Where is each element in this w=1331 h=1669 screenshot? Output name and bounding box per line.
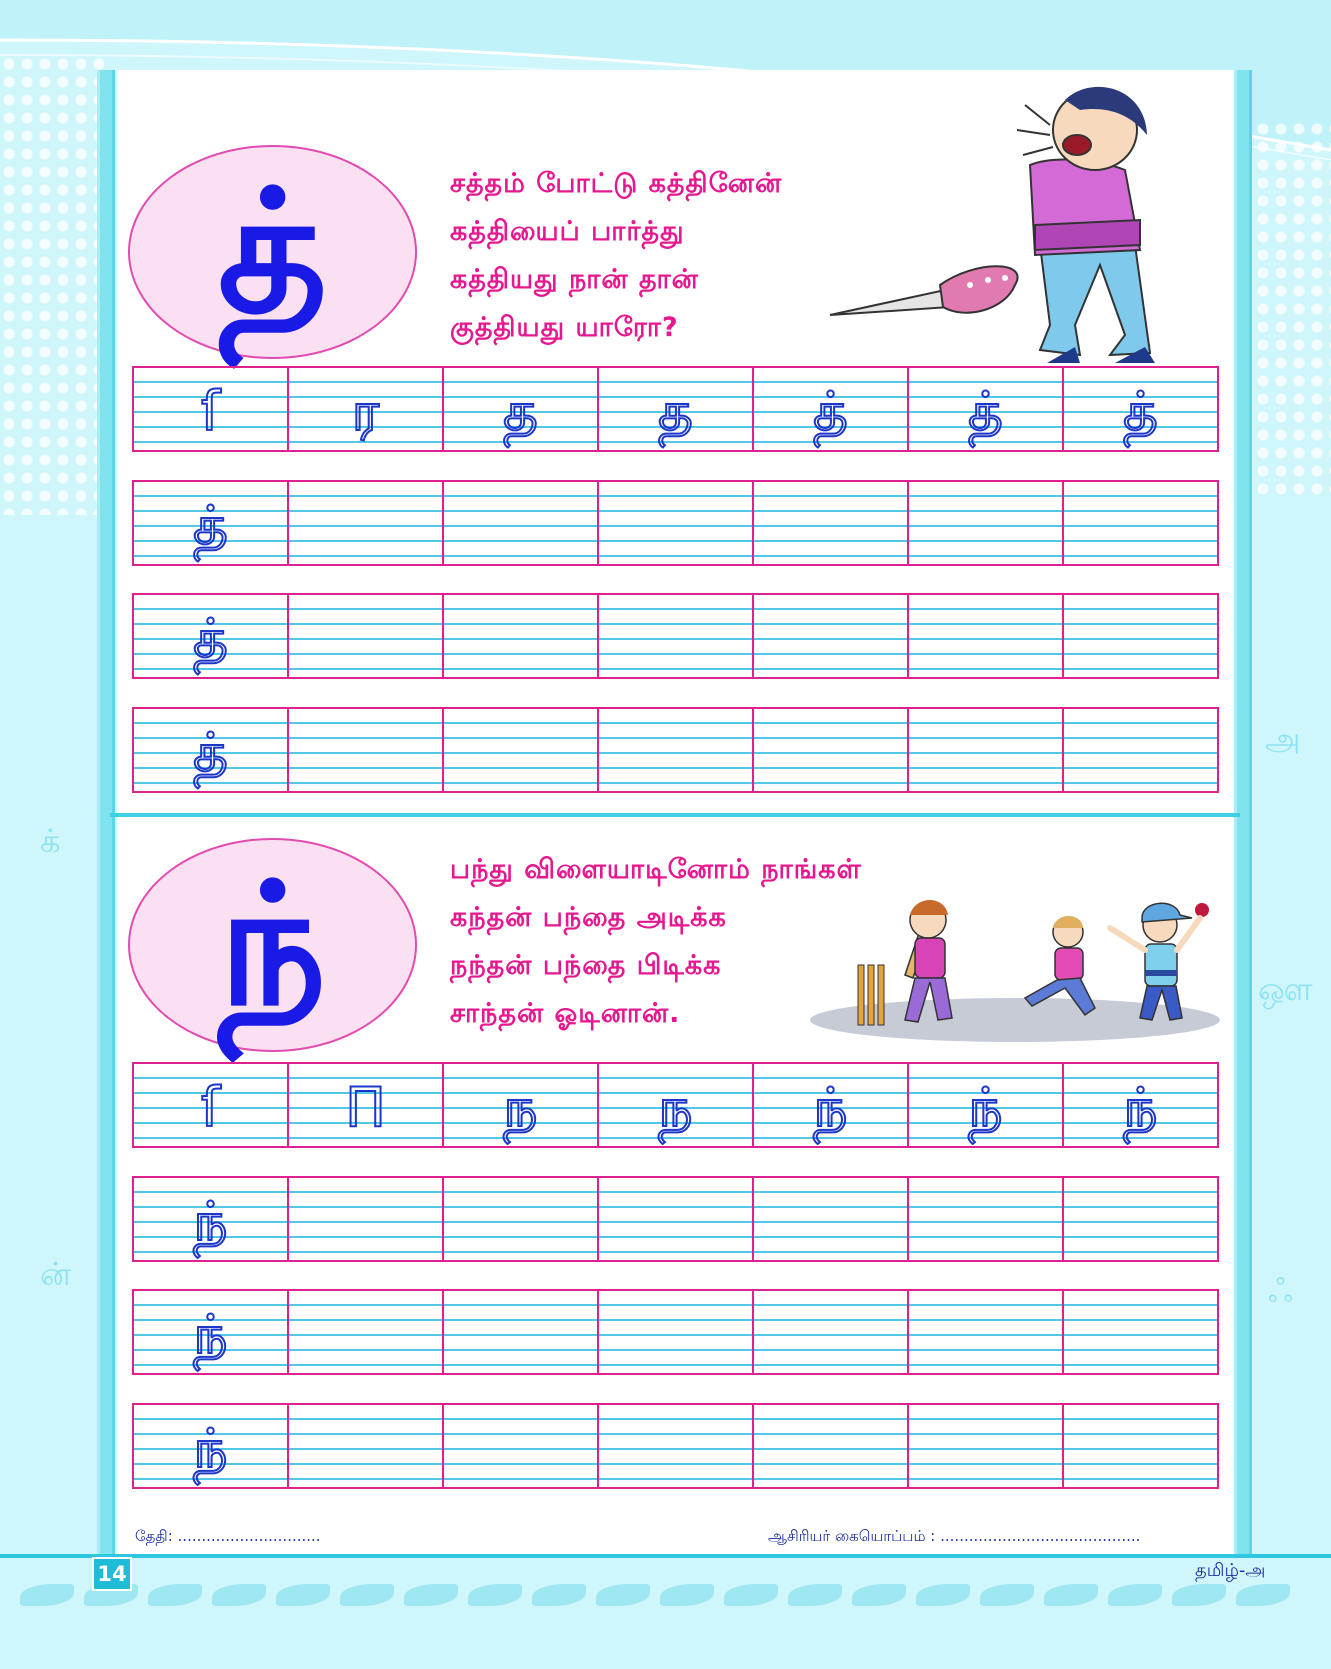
page-number-badge: 14 [92, 1557, 132, 1591]
trace-glyph: ந் [193, 1417, 228, 1480]
trace-glyph: த் [812, 380, 849, 443]
poem-nth [450, 846, 862, 1038]
big-letter-nth: ந் [218, 847, 327, 1043]
practice-cell[interactable] [444, 1291, 599, 1373]
trace-cell[interactable] [754, 368, 909, 450]
trace-glyph: ர [351, 380, 380, 443]
practice-cell[interactable] [909, 1405, 1064, 1487]
practice-cell[interactable] [289, 1291, 444, 1373]
practice-cell[interactable] [444, 709, 599, 791]
practice-cell[interactable] [289, 595, 444, 677]
practice-cell[interactable] [754, 595, 909, 677]
poem-line: கந்தன் பந்தை அடிக்க [450, 902, 727, 933]
shouting-boy-illustration [825, 75, 1185, 365]
trace-glyph: த [657, 380, 694, 443]
practice-cell[interactable] [909, 482, 1064, 564]
poem-line: குத்தியது யாரோ? [450, 312, 679, 343]
letter-oval-nth [128, 838, 417, 1052]
trace-cell[interactable] [444, 1064, 599, 1146]
practice-row-nth-2 [132, 1289, 1219, 1375]
trace-glyph: Π [345, 1076, 386, 1139]
practice-cell[interactable] [599, 482, 754, 564]
trace-cell[interactable] [134, 368, 289, 450]
poem-line: சாந்தன் ஓடினான். [450, 998, 681, 1029]
practice-cell[interactable] [289, 1405, 444, 1487]
practice-row-nth-1 [132, 1176, 1219, 1262]
trace-glyph: த [502, 380, 539, 443]
trace-glyph: ſ [200, 1076, 220, 1139]
practice-cell[interactable] [754, 482, 909, 564]
practice-cell[interactable] [134, 709, 289, 791]
leaf-pattern [20, 1584, 1320, 1614]
poem-line: கத்தியைப் பார்த்து [450, 216, 685, 247]
trace-glyph: ந் [193, 1303, 228, 1366]
section-divider [110, 813, 1240, 817]
practice-cell[interactable] [289, 1178, 444, 1260]
side-letter-ik: க் [40, 822, 61, 860]
practice-cell[interactable] [1064, 709, 1217, 791]
practice-cell[interactable] [909, 709, 1064, 791]
teacher-signature-field[interactable]: ஆசிரியர் கையொப்பம் : .......................................... [768, 1527, 1141, 1545]
trace-glyph: த் [967, 380, 1004, 443]
poem-line: பந்து விளையாடினோம் நாங்கள் [450, 854, 862, 885]
trace-cell[interactable] [599, 368, 754, 450]
poem-line: கத்தியது நான் தான் [450, 264, 699, 295]
big-letter-th: த் [217, 154, 328, 350]
letter-oval-th [128, 145, 417, 359]
trace-glyph: த் [1122, 380, 1159, 443]
practice-cell[interactable] [754, 709, 909, 791]
trace-cell[interactable] [134, 1064, 289, 1146]
practice-cell[interactable] [134, 1178, 289, 1260]
practice-cell[interactable] [599, 1178, 754, 1260]
trace-glyph: த் [192, 494, 229, 557]
trace-row-nth [132, 1062, 1219, 1148]
practice-cell[interactable] [134, 482, 289, 564]
practice-row-nth-3 [132, 1403, 1219, 1489]
trace-glyph: ந் [193, 1190, 228, 1253]
practice-cell[interactable] [289, 482, 444, 564]
trace-cell[interactable] [289, 1064, 444, 1146]
practice-row-th-3 [132, 707, 1219, 793]
practice-row-th-1 [132, 480, 1219, 566]
trace-glyph: ந் [1123, 1076, 1158, 1139]
practice-cell[interactable] [599, 1291, 754, 1373]
practice-cell[interactable] [599, 595, 754, 677]
trace-cell[interactable] [909, 1064, 1064, 1146]
trace-glyph: ந [658, 1076, 693, 1139]
practice-cell[interactable] [1064, 1178, 1217, 1260]
trace-row-th [132, 366, 1219, 452]
side-letter-au: ஔ [1258, 970, 1313, 1008]
poem-line: நந்தன் பந்தை பிடிக்க [450, 950, 722, 981]
trace-glyph: ந் [968, 1076, 1003, 1139]
practice-cell[interactable] [909, 1178, 1064, 1260]
date-field[interactable]: தேதி: .............................. [135, 1527, 321, 1545]
trace-cell[interactable] [289, 368, 444, 450]
practice-cell[interactable] [909, 1291, 1064, 1373]
trace-glyph: த் [192, 607, 229, 670]
practice-cell[interactable] [134, 1291, 289, 1373]
practice-cell[interactable] [1064, 1405, 1217, 1487]
poem-line: சத்தம் போட்டு கத்தினேன் [450, 168, 783, 199]
bottom-border-line [0, 1554, 1331, 1558]
trace-cell[interactable] [1064, 1064, 1217, 1146]
practice-cell[interactable] [754, 1405, 909, 1487]
trace-cell[interactable] [444, 368, 599, 450]
side-letter-a: அ [1265, 720, 1301, 758]
practice-cell[interactable] [599, 709, 754, 791]
poem-th [450, 160, 782, 352]
practice-cell[interactable] [1064, 595, 1217, 677]
practice-cell[interactable] [444, 482, 599, 564]
dot-pattern-left [0, 55, 110, 515]
practice-cell[interactable] [444, 595, 599, 677]
trace-cell[interactable] [599, 1064, 754, 1146]
practice-cell[interactable] [754, 1291, 909, 1373]
cricket-kids-illustration [810, 870, 1220, 1045]
practice-row-th-2 [132, 593, 1219, 679]
practice-cell[interactable] [754, 1178, 909, 1260]
practice-cell[interactable] [1064, 1291, 1217, 1373]
practice-cell[interactable] [444, 1405, 599, 1487]
trace-cell[interactable] [754, 1064, 909, 1146]
trace-cell[interactable] [1064, 368, 1217, 450]
trace-glyph: ſ [200, 380, 220, 443]
book-name: தமிழ்-அ [1195, 1560, 1266, 1581]
practice-cell[interactable] [599, 1405, 754, 1487]
practice-cell[interactable] [444, 1178, 599, 1260]
side-letter-in: ன் [40, 1255, 72, 1293]
practice-cell[interactable] [134, 1405, 289, 1487]
practice-cell[interactable] [909, 595, 1064, 677]
trace-cell[interactable] [909, 368, 1064, 450]
trace-glyph: ந் [813, 1076, 848, 1139]
side-letter-aytham: ஃ [1268, 1272, 1294, 1310]
trace-glyph: ந [503, 1076, 538, 1139]
practice-cell[interactable] [289, 709, 444, 791]
practice-cell[interactable] [1064, 482, 1217, 564]
trace-glyph: த் [192, 721, 229, 784]
practice-cell[interactable] [134, 595, 289, 677]
